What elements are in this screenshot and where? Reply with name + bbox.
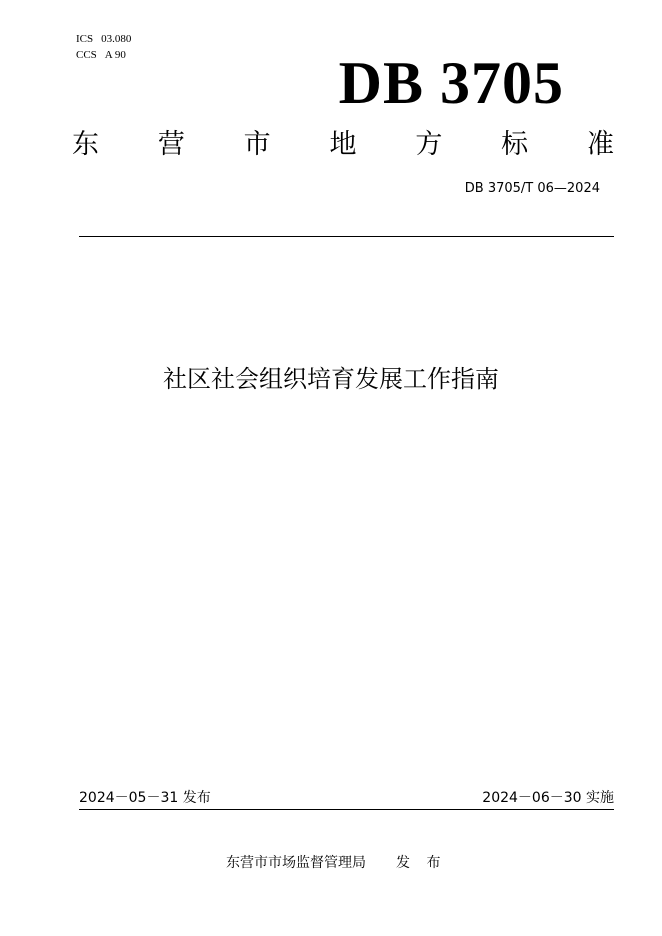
- footer-divider: [79, 809, 614, 810]
- ics-value: 03.080: [101, 33, 132, 45]
- standard-name: [72, 128, 614, 162]
- publish-date: 2024－05－31 发布: [79, 790, 211, 806]
- ics-code: [76, 31, 131, 47]
- issuer-name: 东营市市场监督管理局: [226, 855, 366, 871]
- issuer-action: 发 布: [396, 855, 447, 871]
- standard-name-char: 地: [329, 129, 357, 160]
- ccs-label: CCS: [76, 49, 97, 61]
- standard-code: DB 3705: [338, 50, 564, 116]
- ccs-value: A 90: [104, 49, 126, 61]
- standard-name-char: 东: [72, 129, 99, 160]
- document-title: 社区社会组织培育发展工作指南: [163, 365, 499, 393]
- classification-codes: [76, 31, 131, 63]
- standard-name-char: 市: [243, 129, 271, 160]
- standard-name-char: 方: [415, 129, 443, 160]
- standard-number: DB 3705/T 06—2024: [464, 181, 600, 196]
- standard-name-char: 准: [586, 129, 614, 160]
- header-divider: [79, 236, 614, 237]
- standard-name-char: 营: [157, 129, 185, 160]
- ics-label: ICS: [76, 33, 94, 45]
- issuer: [226, 854, 446, 872]
- date-row: [79, 789, 614, 807]
- standard-name-char: 标: [501, 129, 529, 160]
- ccs-code: [76, 47, 131, 63]
- implement-date: 2024－06－30 实施: [482, 790, 614, 806]
